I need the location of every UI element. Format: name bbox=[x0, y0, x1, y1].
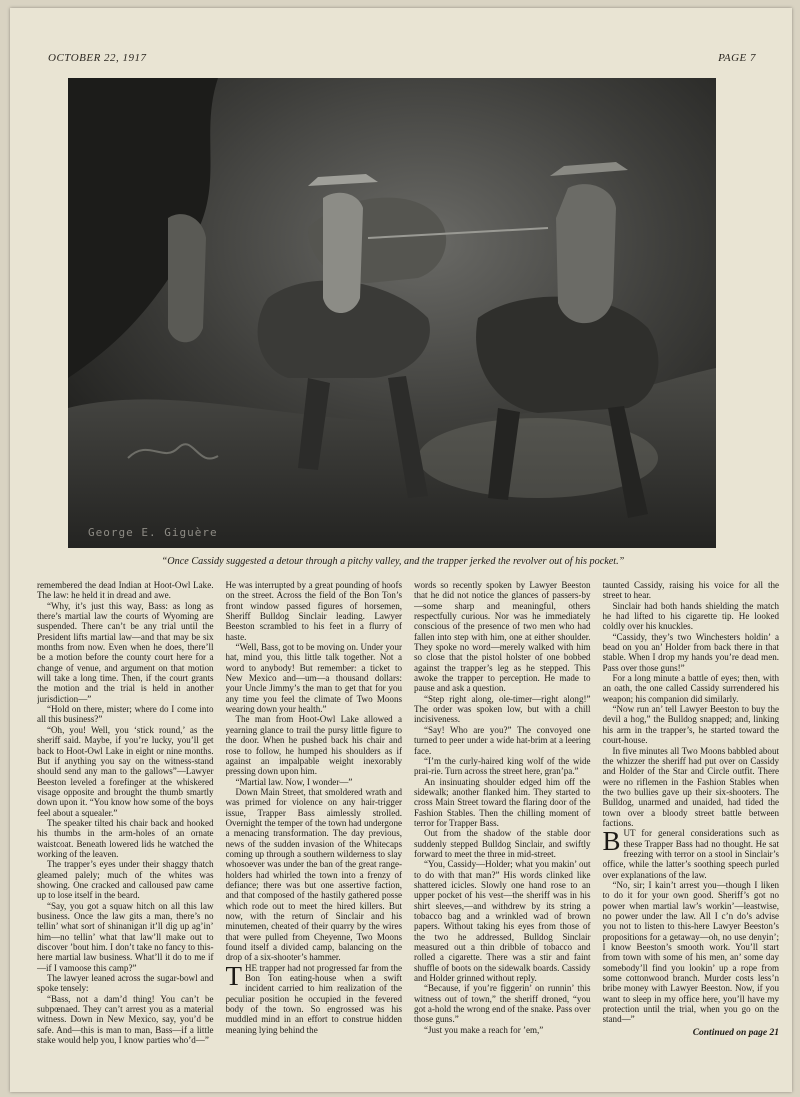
paragraph: “Cassidy, they’s two Winchesters holdin’ a bead on you an’ Holder from back there in that stable. When I drop my hands you’re dead men. Pass over those guns!” bbox=[602, 631, 779, 673]
column-4-body bbox=[603, 580, 780, 1025]
paragraph: The man from Hoot-Owl Lake allowed a yearning glance to trail the pursy little figure to the door. When he pushed back his chair and rose to follow, he humped his shoulders as if against an impalpable weight inexorably pressing down upon him. bbox=[225, 714, 402, 777]
illustration-art bbox=[68, 78, 716, 548]
paragraph: An insinuating shoulder edged him off the sidewalk; another flanked him. They started to cross Main Street toward the flaring door of the Fashion Stables. Then the chilling moment of terror for Trapper Bass. bbox=[414, 776, 591, 828]
paragraph: Sinclair had both hands shielding the match he had lifted to his cigarette tip. He looked coldly over his knuckles. bbox=[602, 600, 779, 632]
issue-date: OCTOBER 22, 1917 bbox=[48, 52, 147, 64]
paragraph: Down Main Street, that smoldered wrath and was primed for violence on any hair-trigger issue, Trapper Bass aimlessly strolled. Overnight the temper of the town had undergone a menacing transformation. The day previous, news of the sudden invasion of the Whitecaps coming up through a southern wilderness to slay whosoever was under the ban of the great range-holders had whirled the town into a frenzy of defiance; there was but one assertive faction, and that composed of the hastily gathered posse which rode out to meet the hired killers. But now, with the return of Sinclair and his minutemen, cheated of their quarry by the wires that were pulled from Cheyenne, Two Moons found itself a divided camp, balancing on the drop of a six-shooter’s hammer. bbox=[225, 786, 402, 963]
paragraph: “No, sir; I kain’t arrest you—though I liken to do it for your own good. Sheriff’s got no power when martial law’s workin’—leastwise, no power under the law. All I c’n do’s advise you not to listen to this-here Lawyer Beeston’s propositions for a getaway—oh, no use denyin’; I know Beeston’s smooth work. You’ll start from town with some of his men, an’ some day somebody’ll find you lookin’ up a rope from some cottonwood branch. Murder costs less’n bribe money with Lawyer Beeston. Now, if you want to sleep in my office here, you’ll have my protection until the trial, when you go on the stand—” bbox=[602, 879, 779, 1025]
article-column-2 bbox=[226, 580, 403, 1060]
paragraph: words so recently spoken by Lawyer Beeston that he did not notice the glances of passers-by—some sharp and meaningful, others respectfully curious. Nor was he immediately conscious of the presence of two men who had fallen into step with him, one at either shoulder. They spoke no word—merely walked with him so close that the pistol holster of one bobbed against the trapper’s leg as he stepped. This awoke the trapper to perception. He made to pause and ask a question. bbox=[414, 580, 591, 694]
continued-note: Continued on page 21 bbox=[692, 1027, 779, 1038]
story-illustration bbox=[68, 78, 716, 548]
paragraph: The lawyer leaned across the sugar-bowl and spoke tensely: bbox=[37, 973, 214, 994]
paragraph: “Because, if you’re figgerin’ on runnin’ this witness out of town,” the sheriff droned, “you got a-hold the wrong end of the snake. Pass over those guns.” bbox=[414, 983, 591, 1025]
paragraph: “You, Cassidy—Holder; what you makin’ out to do with that man?” His words clinked like shattered icicles. Slowly one hand rose to an upper pocket of his vest—the sheriff was in his shirt sleeves,—and withdrew by its string a tobacco bag and a wrinkled wad of brown papers. Without taking his eyes from those of the two he addressed, Bulldog Sinclair measured out a thin dribble of tobacco and rolled a cigarette. There was a stir and faint shuffle of boots on the sidewalk boards. Cassidy and Holder grinned without reply. bbox=[414, 859, 591, 984]
paragraph: “Well, Bass, got to be moving on. Under your hat, mind you, this little talk together. Not a word to anybody! But remember: a ticket to New Mexico and—um—a thousand dollars: your Uncle Jimmy’s the man to get that for you any time you feel the climate of Two Moons wearing down your health.” bbox=[225, 642, 402, 715]
paragraph: The speaker tilted his chair back and hooked his thumbs in the arm-holes of an ornate waistcoat. Beneath lowered lids he watched the working of the leaven. bbox=[37, 817, 214, 859]
paragraph: remembered the dead Indian at Hoot-Owl Lake. The law: he held it in dread and awe. bbox=[37, 580, 214, 601]
paragraph: “Oh, you! Well, you ‘stick round,’ as the sheriff said. Maybe, if you’re lucky, you’ll get back to Hoot-Owl Lake in eight or nine months. But if anything you say on the witness-stand should send any man to the gallows”—Lawyer Beeston leveled a forefinger at the whiskered visage opposite and brought the thumb smartly down upon it. “You know how some of the boys feel about a squealer.” bbox=[37, 724, 214, 818]
paragraph: “Just you make a reach for ’em,” bbox=[424, 1024, 544, 1035]
paragraph: “Martial law. Now, I wonder—” bbox=[235, 776, 353, 787]
paragraph: “Why, it’s just this way, Bass: as long as there’s martial law the courts of Wyoming are suspended. There can’t be any trial until the President lifts martial law—and that may be six months from now. Even when he does, there’ll be a motion before the county court here for a change of venue, and argument on that motion will take a long time. Then, if the court grants the motion and the trial is held in another jurisdiction—” bbox=[37, 600, 214, 704]
paragraph: The trapper’s eyes under their shaggy thatch gleamed palely; much of the whites was showing. One cracked and calloused paw came up to lose itself in the beard. bbox=[37, 859, 214, 901]
paragraph: “Say, you got a squaw hitch on all this law business. Once the law gits a man, there’s no tellin’ what sort of shinanigan it’ll dig up ag’in’ him—no tellin’ what that law’ll make out to discover ’bout him. I don’t take no fancy to this-here martial law business. What’ll it do to me if—if I vamoose this camp?” bbox=[37, 900, 214, 973]
paragraph: In five minutes all Two Moons babbled about the whizzer the sheriff had put over on Cassidy and Holder of the Star and Circle outfit. There were no riflemen in the Fashion Stables when the two bullies gave up their six-shooters. The Bulldog, unarmed and unaided, had tided the town over a bloody street battle between factions. bbox=[602, 745, 779, 828]
paragraph: BUT for general considerations such as these Trapper Bass had no thought. He sat freezing with terror on a stool in Sinclair’s office, while the latter’s soothing speech purled over explanations of the law. bbox=[602, 826, 779, 880]
article-columns bbox=[37, 580, 779, 1060]
page-header bbox=[48, 52, 756, 64]
article-column-4 bbox=[603, 580, 780, 1060]
paragraph: taunted Cassidy, raising his voice for all the street to hear. bbox=[602, 580, 779, 601]
article-column-3 bbox=[414, 580, 591, 1060]
drop-cap: B bbox=[602, 826, 621, 857]
artist-signature: George E. Giguère bbox=[88, 526, 218, 539]
illustration-caption: “Once Cassidy suggested a detour through a pitchy valley, and the trapper jerked the revolver out of his pocket.” bbox=[161, 556, 625, 567]
paragraph: For a long minute a battle of eyes; then, with an oath, the one called Cassidy surrendered his weapon; his companion did similarly. bbox=[602, 673, 779, 704]
paragraph: “Say! Who are you?” The convoyed one turned to peer under a wide hat-brim at a leering face. bbox=[414, 724, 591, 756]
paragraph: “Step right along, ole-timer—right along!” The order was spoken low, but with a chill incisiveness. bbox=[414, 693, 591, 725]
page-number: PAGE 7 bbox=[718, 52, 756, 64]
paragraph: He was interrupted by a great pounding of hoofs on the street. Across the field of the Bon Ton’s front window passed figures of horsemen, Sheriff Bulldog Sinclair leading. Lawyer Beeston scrambled to his feet in a flurry of haste. bbox=[225, 580, 402, 642]
magazine-page bbox=[10, 8, 792, 1092]
paragraph: Out from the shadow of the stable door suddenly stepped Bulldog Sinclair, and swiftly forward to meet the three in mid-street. bbox=[414, 828, 591, 859]
paragraph: THE trapper had not progressed far from the Bon Ton eating-house when a swift incident carried to him realization of the peculiar position he occupied in the fevered body of the town. So engrossed was his muddled mind in an effort to construe hidden meaning lying behind the bbox=[225, 960, 402, 1035]
paragraph: “Now run an’ tell Lawyer Beeston to buy the devil a hog,” the Bulldog snapped; and, linking his arm in the trapper’s, he started toward the court-house. bbox=[602, 704, 779, 746]
drop-cap: T bbox=[225, 960, 242, 991]
paragraph: “Hold on there, mister; where do I come into all this business?” bbox=[37, 704, 214, 725]
paragraph: “Bass, not a dam’d thing! You can’t be subpœnaed. They can’t arrest you as a material witness. Down in New Mexico, say, you’d be safe. And—this is man to man, Bass—if a little stake would help you, I know parties who’d—” bbox=[37, 993, 214, 1046]
paragraph: “I’m the curly-haired king wolf of the wide prai-rie. Turn across the street here, gran’pa.” bbox=[414, 755, 591, 777]
article-column-1 bbox=[37, 580, 214, 1060]
